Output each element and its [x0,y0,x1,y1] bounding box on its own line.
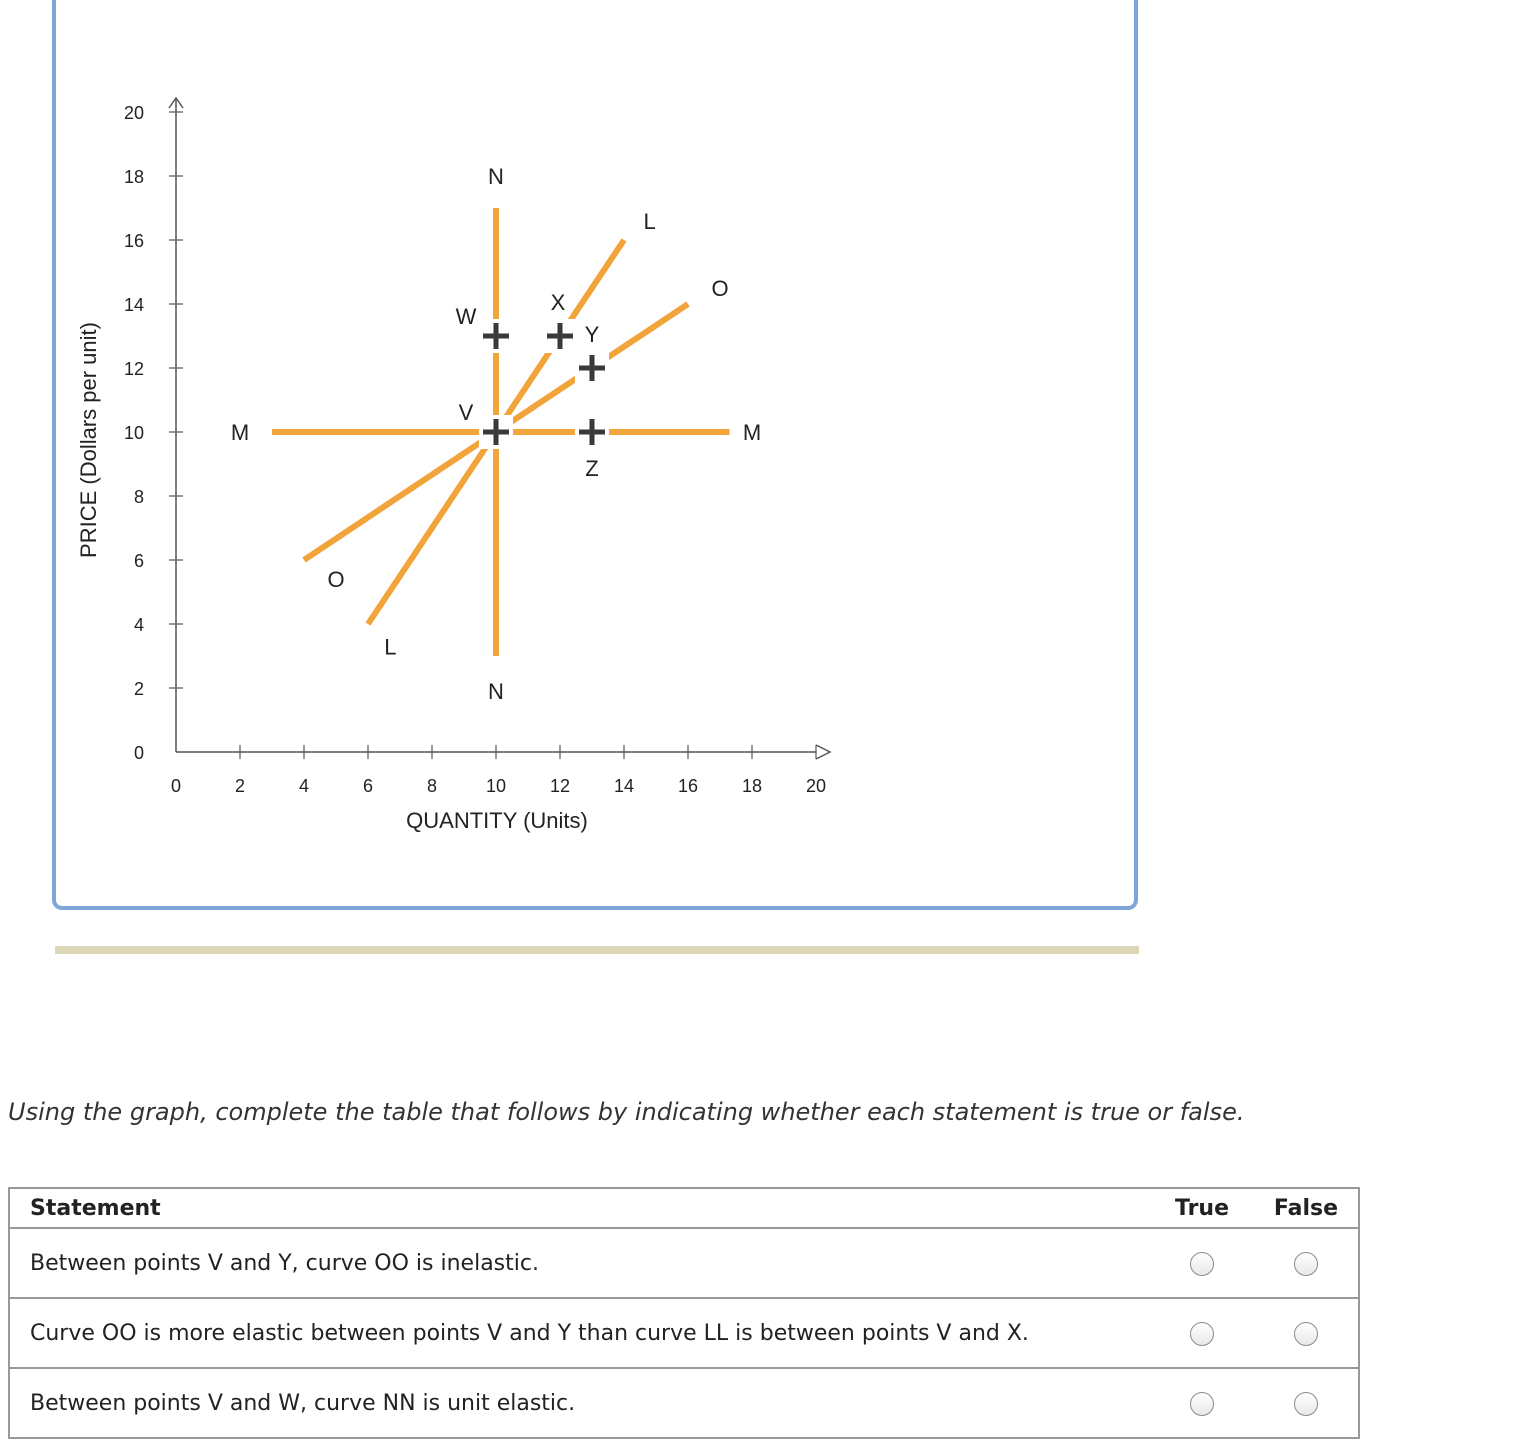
y-axis-label: PRICE (Dollars per unit) [76,322,101,558]
x-tick-label: 0 [170,776,182,796]
chart [0,0,1140,940]
y-tick-label: 20 [123,103,144,123]
y-tick-label: 0 [133,743,144,763]
x-tick-label: 2 [234,776,246,796]
curve-label-nn: N [488,679,504,705]
curve-label-oo: O [327,567,345,593]
x-tick-label: 10 [485,776,507,796]
y-tick-label: 12 [123,359,144,379]
y-tick-label: 18 [123,167,144,187]
false-radio[interactable] [1294,1252,1318,1276]
true-radio[interactable] [1190,1392,1214,1416]
table-row [9,1298,1359,1368]
false-radio[interactable] [1294,1392,1318,1416]
true-radio[interactable] [1190,1252,1214,1276]
y-tick-label: 10 [123,423,144,443]
x-tick-label: 14 [613,776,635,796]
instruction-text: Using the graph, complete the table that follows by indicating whether each statement is true or false. [8,1098,1245,1126]
answer-table [8,1187,1360,1439]
table-row [9,1368,1359,1438]
y-tick-label: 8 [133,487,144,507]
statement-text: Between points V and Y, curve OO is inelastic. [9,1228,1150,1298]
y-tick-label: 16 [123,231,144,251]
point-markers [456,290,609,481]
curve-label-mm: M [742,420,762,445]
curve-label-ll: L [643,208,656,234]
point-label-x: X [550,290,566,315]
x-tick-label: 18 [741,776,763,796]
table-row [9,1228,1359,1298]
point-label-w: W [455,304,477,329]
statement-text: Between points V and W, curve NN is unit elastic. [9,1368,1150,1438]
x-tick-label: 20 [805,776,827,796]
x-tick-label: 8 [426,776,438,796]
x-axis-arrow [816,745,830,759]
table-header-row [9,1188,1359,1228]
y-tick-label: 2 [133,679,144,699]
point-label-z: Z [585,456,599,481]
x-tick-label: 4 [298,776,310,796]
header-statement: Statement [9,1188,1150,1228]
section-divider [55,946,1139,954]
header-true: True [1150,1188,1254,1228]
y-tick-label: 4 [133,615,144,635]
y-tick-label: 14 [123,295,144,315]
true-radio[interactable] [1190,1322,1214,1346]
y-tick-label: 6 [133,551,144,571]
curve-label-nn: N [488,164,504,189]
false-radio[interactable] [1294,1322,1318,1346]
curve-label-mm: M [230,420,250,445]
x-axis-label: QUANTITY (Units) [406,808,588,833]
x-tick-label: 16 [677,776,699,796]
x-tick-label: 6 [362,776,374,796]
statement-text: Curve OO is more elastic between points V and Y than curve LL is between points V and X. [9,1298,1150,1368]
curve-label-ll: L [384,634,397,660]
point-label-y: Y [584,322,600,347]
point-label-v: V [458,400,474,425]
header-false: False [1254,1188,1359,1228]
x-tick-label: 12 [549,776,571,796]
curve-label-oo: O [711,276,729,301]
